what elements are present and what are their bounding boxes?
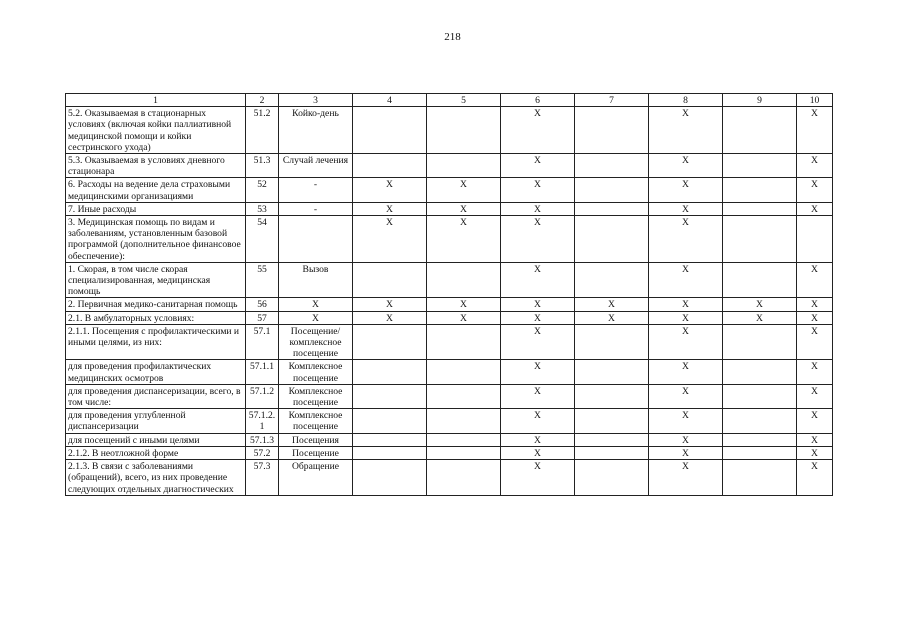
table-row — [66, 178, 833, 202]
col-5-cell: Х — [427, 216, 501, 263]
col-9-cell — [723, 360, 797, 384]
col-9-cell — [723, 154, 797, 178]
col-4-cell — [353, 360, 427, 384]
col-6-cell: Х — [501, 460, 575, 496]
col-6-cell: Х — [501, 433, 575, 446]
header-cell: 7 — [575, 94, 649, 107]
header-cell: 2 — [246, 94, 279, 107]
row-label-cell: 2. Первичная медико-санитарная помощь — [66, 298, 246, 311]
col-9-cell: Х — [723, 311, 797, 324]
col-6-cell: Х — [501, 262, 575, 298]
col-5-cell — [427, 446, 501, 459]
table-row — [66, 107, 833, 154]
col-4-cell: Х — [353, 202, 427, 215]
table-row — [66, 446, 833, 459]
col-7-cell — [575, 262, 649, 298]
col-5-cell — [427, 154, 501, 178]
row-code-cell: 57 — [246, 311, 279, 324]
row-code-cell: 51.2 — [246, 107, 279, 154]
col-5-cell: Х — [427, 202, 501, 215]
unit-cell: Посещения — [279, 433, 353, 446]
col-4-cell — [353, 154, 427, 178]
row-label-cell: для проведения углубленной диспансеризации — [66, 409, 246, 433]
col-4-cell — [353, 460, 427, 496]
col-9-cell — [723, 446, 797, 459]
col-4-cell: Х — [353, 311, 427, 324]
row-label-cell: для проведения диспансеризации, всего, в том числе: — [66, 384, 246, 408]
col-7-cell: Х — [575, 311, 649, 324]
col-7-cell — [575, 202, 649, 215]
table-row — [66, 433, 833, 446]
unit-cell: Посещение/ комплексное посещение — [279, 324, 353, 360]
unit-cell: Х — [279, 311, 353, 324]
header-row — [66, 94, 833, 107]
row-code-cell: 57.2 — [246, 446, 279, 459]
col-7-cell: Х — [575, 298, 649, 311]
table-row — [66, 202, 833, 215]
col-10-cell: Х — [797, 433, 833, 446]
col-5-cell — [427, 360, 501, 384]
col-9-cell — [723, 384, 797, 408]
header-cell: 8 — [649, 94, 723, 107]
unit-cell: - — [279, 202, 353, 215]
col-7-cell — [575, 360, 649, 384]
col-6-cell: Х — [501, 446, 575, 459]
col-4-cell — [353, 324, 427, 360]
col-7-cell — [575, 178, 649, 202]
col-6-cell: Х — [501, 409, 575, 433]
col-5-cell — [427, 433, 501, 446]
col-7-cell — [575, 384, 649, 408]
unit-cell: - — [279, 178, 353, 202]
col-8-cell: Х — [649, 154, 723, 178]
row-code-cell: 57.1.2.1 — [246, 409, 279, 433]
col-6-cell: Х — [501, 154, 575, 178]
row-code-cell: 57.1.1 — [246, 360, 279, 384]
unit-cell: Комплексное посещение — [279, 384, 353, 408]
col-7-cell — [575, 460, 649, 496]
col-10-cell: Х — [797, 409, 833, 433]
unit-cell: Х — [279, 298, 353, 311]
col-7-cell — [575, 433, 649, 446]
col-6-cell: Х — [501, 360, 575, 384]
col-7-cell — [575, 446, 649, 459]
col-9-cell — [723, 324, 797, 360]
col-8-cell: Х — [649, 216, 723, 263]
col-10-cell: Х — [797, 298, 833, 311]
unit-cell: Комплексное посещение — [279, 360, 353, 384]
col-10-cell: Х — [797, 384, 833, 408]
table-row — [66, 384, 833, 408]
row-code-cell: 56 — [246, 298, 279, 311]
unit-cell: Посещение — [279, 446, 353, 459]
header-cell: 5 — [427, 94, 501, 107]
table-row — [66, 298, 833, 311]
col-4-cell — [353, 409, 427, 433]
row-label-cell: 2.1.3. В связи с заболеваниями (обращений), всего, из них проведение следующих отдельных диагностических — [66, 460, 246, 496]
col-6-cell: Х — [501, 216, 575, 263]
unit-cell: Койко-день — [279, 107, 353, 154]
col-8-cell: Х — [649, 311, 723, 324]
col-5-cell — [427, 262, 501, 298]
col-6-cell: Х — [501, 178, 575, 202]
row-label-cell: для посещений с иными целями — [66, 433, 246, 446]
row-code-cell: 57.1.2 — [246, 384, 279, 408]
row-code-cell: 55 — [246, 262, 279, 298]
row-code-cell: 57.1 — [246, 324, 279, 360]
col-9-cell — [723, 202, 797, 215]
col-8-cell: Х — [649, 460, 723, 496]
col-4-cell: Х — [353, 298, 427, 311]
col-5-cell — [427, 409, 501, 433]
col-5-cell: Х — [427, 178, 501, 202]
col-5-cell — [427, 460, 501, 496]
unit-cell: Комплексное посещение — [279, 409, 353, 433]
header-cell: 1 — [66, 94, 246, 107]
row-label-cell: 5.2. Оказываемая в стационарных условиях (включая койки паллиативной медицинской помощи и койки сестринского ухода) — [66, 107, 246, 154]
table-row — [66, 262, 833, 298]
col-8-cell: Х — [649, 107, 723, 154]
page-number: 218 — [444, 31, 461, 43]
col-9-cell — [723, 107, 797, 154]
col-10-cell: Х — [797, 360, 833, 384]
col-9-cell: Х — [723, 298, 797, 311]
col-10-cell: Х — [797, 154, 833, 178]
row-code-cell: 53 — [246, 202, 279, 215]
table-row — [66, 216, 833, 263]
col-10-cell: Х — [797, 460, 833, 496]
col-9-cell — [723, 216, 797, 263]
col-6-cell: Х — [501, 324, 575, 360]
row-code-cell: 57.3 — [246, 460, 279, 496]
col-10-cell: Х — [797, 107, 833, 154]
col-6-cell: Х — [501, 311, 575, 324]
col-8-cell: Х — [649, 324, 723, 360]
col-8-cell: Х — [649, 202, 723, 215]
header-cell: 3 — [279, 94, 353, 107]
row-label-cell: 6. Расходы на ведение дела страховыми медицинскими организациями — [66, 178, 246, 202]
unit-cell: Случай лечения — [279, 154, 353, 178]
row-label-cell: 2.1.2. В неотложной форме — [66, 446, 246, 459]
col-4-cell: Х — [353, 178, 427, 202]
col-7-cell — [575, 216, 649, 263]
header-cell: 4 — [353, 94, 427, 107]
col-4-cell: Х — [353, 216, 427, 263]
row-label-cell: 1. Скорая, в том числе скорая специализированная, медицинская помощь — [66, 262, 246, 298]
table-row — [66, 409, 833, 433]
col-8-cell: Х — [649, 433, 723, 446]
table-row — [66, 154, 833, 178]
col-8-cell: Х — [649, 178, 723, 202]
col-7-cell — [575, 409, 649, 433]
col-10-cell: Х — [797, 202, 833, 215]
unit-cell: Обращение — [279, 460, 353, 496]
col-9-cell — [723, 460, 797, 496]
row-label-cell: 7. Иные расходы — [66, 202, 246, 215]
data-table — [65, 93, 833, 496]
col-5-cell — [427, 384, 501, 408]
col-6-cell: Х — [501, 107, 575, 154]
col-9-cell — [723, 433, 797, 446]
row-code-cell: 57.1.3 — [246, 433, 279, 446]
unit-cell: Вызов — [279, 262, 353, 298]
col-10-cell: Х — [797, 311, 833, 324]
row-label-cell: 2.1.1. Посещения с профилактическими и иными целями, из них: — [66, 324, 246, 360]
col-6-cell: Х — [501, 202, 575, 215]
col-8-cell: Х — [649, 262, 723, 298]
table-row — [66, 360, 833, 384]
row-code-cell: 51.3 — [246, 154, 279, 178]
col-10-cell: Х — [797, 446, 833, 459]
row-code-cell: 54 — [246, 216, 279, 263]
col-7-cell — [575, 324, 649, 360]
col-5-cell: Х — [427, 298, 501, 311]
table-row — [66, 460, 833, 496]
row-label-cell: 3. Медицинская помощь по видам и заболеваниям, установленным базовой программой (дополнительное финансовое обеспечение): — [66, 216, 246, 263]
col-4-cell — [353, 446, 427, 459]
col-8-cell: Х — [649, 384, 723, 408]
col-10-cell: Х — [797, 262, 833, 298]
col-9-cell — [723, 262, 797, 298]
col-5-cell — [427, 324, 501, 360]
col-8-cell: Х — [649, 360, 723, 384]
col-8-cell: Х — [649, 446, 723, 459]
table-row — [66, 324, 833, 360]
col-9-cell — [723, 409, 797, 433]
col-10-cell: Х — [797, 178, 833, 202]
col-10-cell: Х — [797, 324, 833, 360]
unit-cell — [279, 216, 353, 263]
col-4-cell — [353, 262, 427, 298]
header-cell: 9 — [723, 94, 797, 107]
col-5-cell — [427, 107, 501, 154]
row-code-cell: 52 — [246, 178, 279, 202]
col-4-cell — [353, 384, 427, 408]
col-4-cell — [353, 433, 427, 446]
col-9-cell — [723, 178, 797, 202]
col-6-cell: Х — [501, 384, 575, 408]
col-7-cell — [575, 107, 649, 154]
row-label-cell: 5.3. Оказываемая в условиях дневного стационара — [66, 154, 246, 178]
col-6-cell: Х — [501, 298, 575, 311]
col-7-cell — [575, 154, 649, 178]
header-cell: 10 — [797, 94, 833, 107]
col-8-cell: Х — [649, 298, 723, 311]
col-8-cell: Х — [649, 409, 723, 433]
table-row — [66, 311, 833, 324]
col-10-cell — [797, 216, 833, 263]
col-5-cell: Х — [427, 311, 501, 324]
row-label-cell: для проведения профилактических медицинских осмотров — [66, 360, 246, 384]
header-cell: 6 — [501, 94, 575, 107]
row-label-cell: 2.1. В амбулаторных условиях: — [66, 311, 246, 324]
col-4-cell — [353, 107, 427, 154]
